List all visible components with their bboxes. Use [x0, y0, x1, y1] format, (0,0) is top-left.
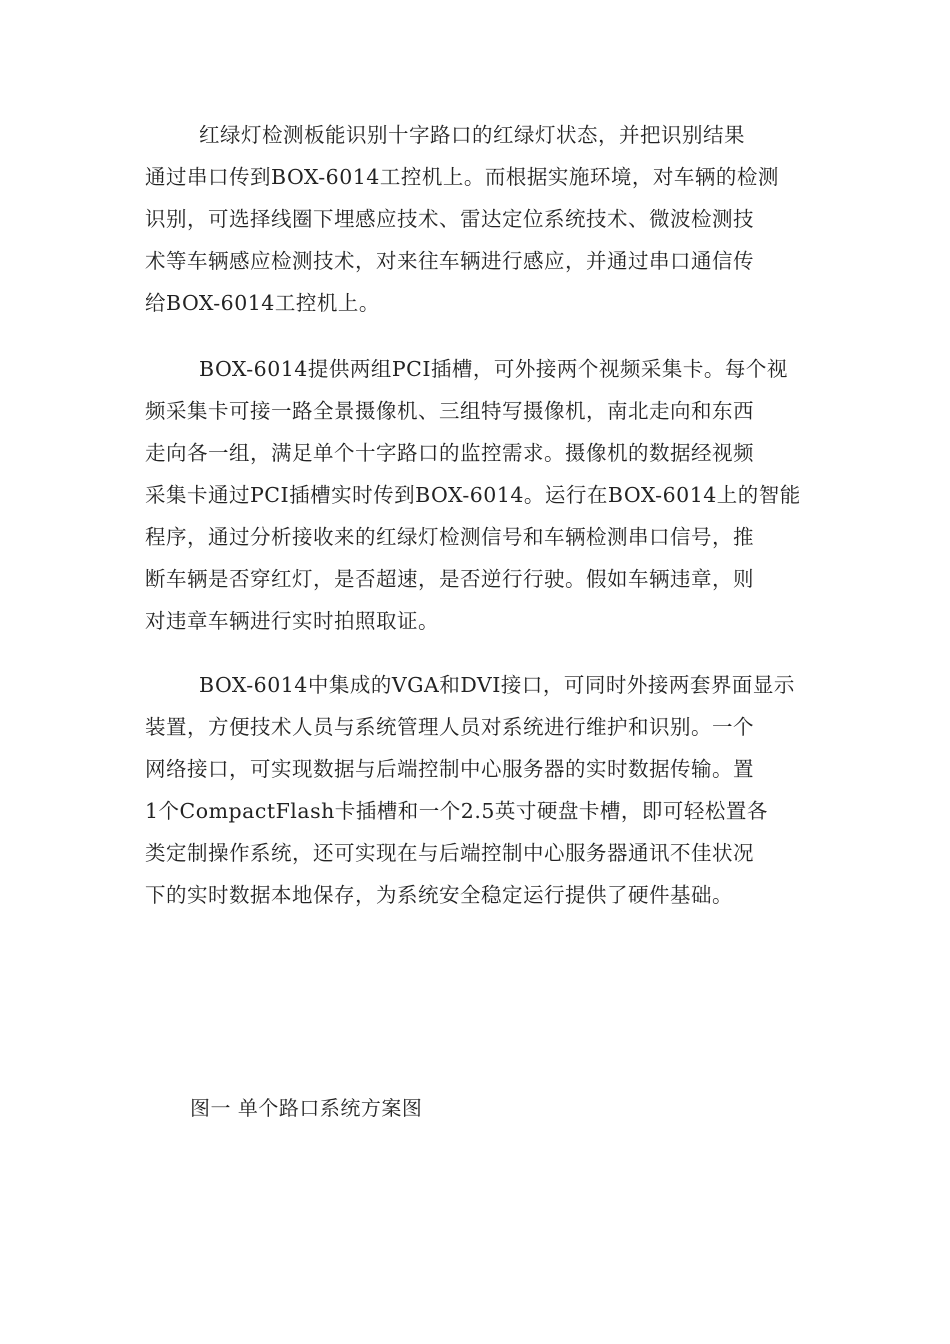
paragraph-line: 网络接口，可实现数据与后端控制中心服务器的实时数据传输。置	[145, 757, 754, 781]
paragraph-line: 红绿灯检测板能识别十字路口的红绿灯状态，并把识别结果	[199, 123, 745, 147]
figure-caption: 图一 单个路口系统方案图	[190, 1096, 423, 1120]
paragraph-line: BOX-6014提供两组PCI插槽，可外接两个视频采集卡。每个视	[199, 357, 788, 381]
paragraph-line: 装置，方便技术人员与系统管理人员对系统进行维护和识别。一个	[145, 715, 754, 739]
paragraph-line: 识别，可选择线圈下埋感应技术、雷达定位系统技术、微波检测技	[145, 207, 754, 231]
paragraph-line: 1个CompactFlash卡插槽和一个2.5英寸硬盘卡槽，即可轻松置各	[145, 799, 768, 823]
paragraph-line: 走向各一组，满足单个十字路口的监控需求。摄像机的数据经视频	[145, 441, 754, 465]
paragraph-1	[145, 114, 810, 324]
paragraph-line: 对违章车辆进行实时拍照取证。	[145, 609, 439, 633]
paragraph-line: BOX-6014中集成的VGA和DVI接口，可同时外接两套界面显示	[199, 673, 795, 697]
paragraph-line: 术等车辆感应检测技术，对来往车辆进行感应，并通过串口通信传	[145, 249, 754, 273]
paragraph-line: 通过串口传到BOX-6014工控机上。而根据实施环境，对车辆的检测	[145, 165, 779, 189]
paragraph-3	[145, 664, 810, 916]
paragraph-line: 断车辆是否穿红灯，是否超速，是否逆行行驶。假如车辆违章，则	[145, 567, 754, 591]
paragraph-line: 类定制操作系统，还可实现在与后端控制中心服务器通讯不佳状况	[145, 841, 754, 865]
paragraph-line: 下的实时数据本地保存，为系统安全稳定运行提供了硬件基础。	[145, 883, 733, 907]
paragraph-line: 频采集卡可接一路全景摄像机、三组特写摄像机，南北走向和东西	[145, 399, 754, 423]
paragraph-line: 程序，通过分析接收来的红绿灯检测信号和车辆检测串口信号，推	[145, 525, 754, 549]
paragraph-line: 采集卡通过PCI插槽实时传到BOX-6014。运行在BOX-6014上的智能	[145, 483, 801, 507]
paragraph-line: 给BOX-6014工控机上。	[145, 291, 380, 315]
paragraph-2	[145, 348, 810, 642]
